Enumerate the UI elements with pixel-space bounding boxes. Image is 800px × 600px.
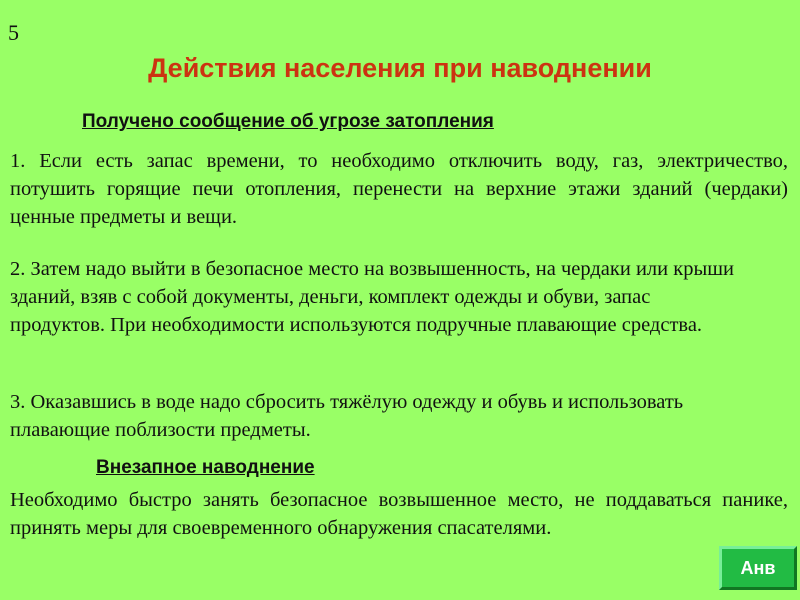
- sudden-flood-heading: Внезапное наводнение: [96, 457, 315, 478]
- warning-heading: Получено сообщение об угрозе затопления: [82, 111, 494, 132]
- warning-item-3: 3. Оказавшись в воде надо сбросить тяжёлую одежду и обувь и использовать плавающие поблизости предметы.: [10, 391, 684, 441]
- warning-item-2: 2. Затем надо выйти в безопасное место на возвышенность, на чердаки или крыши зданий, взяв с собой документы, деньги, комплект одежды и обуви, запас продуктов. При необходимости используются подручные плавающие средства.: [10, 258, 734, 336]
- slide-number: 5: [8, 20, 19, 45]
- warning-item-1: 1. Если есть запас времени, то необходимо отключить воду, газ, электричество, потушить горящие печи отопления, перенести на верхние этажи зданий (чердаки) ценные предметы и вещи.: [10, 150, 788, 228]
- sudden-flood-text: Необходимо быстро занять безопасное возвышенное место, не поддаваться панике, принять меры для своевременного обнаружения спасателями.: [10, 489, 788, 539]
- slide-title: Действия населения при наводнении: [148, 53, 652, 83]
- nav-button[interactable]: Анв: [719, 546, 797, 590]
